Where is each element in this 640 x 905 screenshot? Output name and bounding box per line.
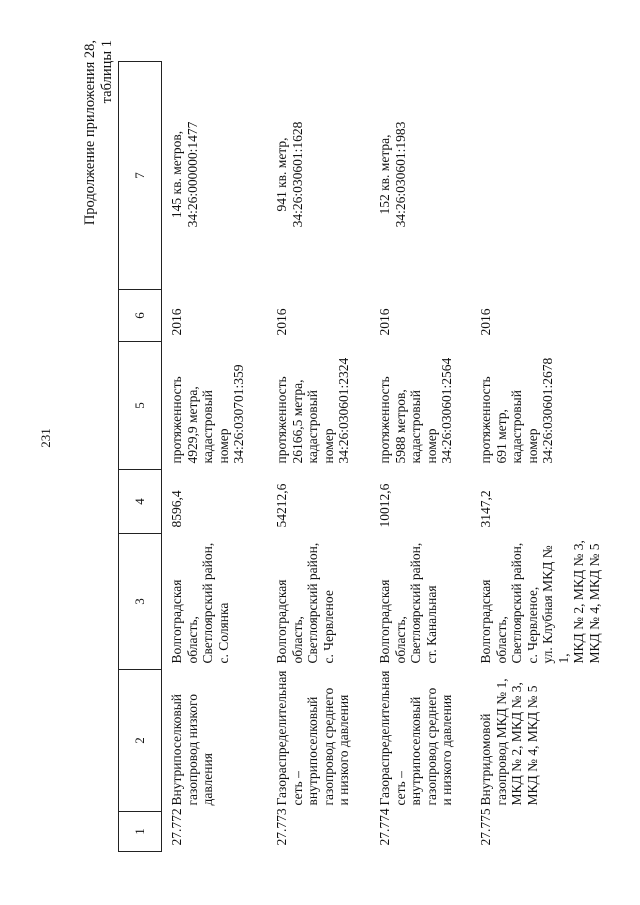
header-col-3: 3 xyxy=(119,534,162,670)
land-plot xyxy=(471,62,606,290)
header-col-1: 1 xyxy=(119,812,162,852)
object-location: Волгоградская область, Светлоярский район, с. Червленое xyxy=(274,542,336,664)
table-row xyxy=(267,62,370,852)
object-year: 2016 xyxy=(169,308,184,336)
object-value: 10012,6 xyxy=(377,483,392,528)
land-plot: 941 кв. метр, 34:26:030601:1628 xyxy=(274,121,305,228)
header-col-2: 2 xyxy=(119,670,162,812)
page-number: 231 xyxy=(38,428,53,448)
header-col-5: 5 xyxy=(119,342,162,470)
caption-line-1: Продолжение приложения 28, xyxy=(82,40,98,226)
object-value: 54212,6 xyxy=(274,483,289,528)
header-col-7: 7 xyxy=(119,62,162,290)
land-plot: 152 кв. метра, 34:26:030601:1983 xyxy=(377,121,408,228)
row-number: 27.772 xyxy=(169,808,184,846)
object-description: протяженность 691 метр, кадастровый номер 34:26:030601:2678 xyxy=(478,357,555,464)
rotated-table-container xyxy=(118,62,608,852)
object-location: Волгоградская область, Светлоярский район, с. Солянка xyxy=(169,542,231,664)
object-location: Волгоградская область, Светлоярский район, с. Червленое, ул. Клубная МКД № 1, МКД № 2, МКД № 3, МКД № 4, МКД № 5 xyxy=(478,540,602,664)
object-location: Волгоградская область, Светлоярский район, ст. Канальная xyxy=(377,542,439,664)
table-row xyxy=(162,62,268,852)
object-year: 2016 xyxy=(377,308,392,336)
row-number: 27.773 xyxy=(274,808,289,846)
land-plot: 145 кв. метров, 34:26:000000:1477 xyxy=(169,121,200,228)
object-value: 3147,2 xyxy=(478,490,493,528)
object-name: Газораспределительная сеть – внутрипоселковый газопровод среднего и низкого давления xyxy=(377,670,454,806)
header-col-6: 6 xyxy=(119,290,162,342)
caption-line-2: таблицы 1 xyxy=(99,40,115,104)
table-row xyxy=(471,62,606,852)
property-table xyxy=(118,61,606,852)
object-description: протяженность 5988 метров, кадастровый номер 34:26:030601:2564 xyxy=(377,357,454,464)
object-year: 2016 xyxy=(478,308,493,336)
object-name: Внутридомовой газопровод МКД № 1, МКД № 2, МКД № 3, МКД № 4, МКД № 5 xyxy=(478,678,540,806)
row-number: 27.775 xyxy=(478,808,493,846)
table-row xyxy=(370,62,471,852)
table-caption xyxy=(82,40,122,460)
object-value: 8596,4 xyxy=(169,490,184,528)
object-description: протяженность 4929,9 метра, кадастровый номер 34:26:030701:359 xyxy=(169,364,246,464)
header-col-4: 4 xyxy=(119,470,162,534)
object-name: Газораспределительная сеть – внутрипоселковый газопровод среднего и низкого давления xyxy=(274,670,351,806)
object-description: протяженность 26166,5 метра, кадастровый номер 34:26:030601:2324 xyxy=(274,357,351,464)
table-header-row xyxy=(119,62,162,852)
object-name: Внутрипоселковый газопровод низкого давления xyxy=(169,693,215,806)
row-number: 27.774 xyxy=(377,808,392,846)
object-year: 2016 xyxy=(274,308,289,336)
